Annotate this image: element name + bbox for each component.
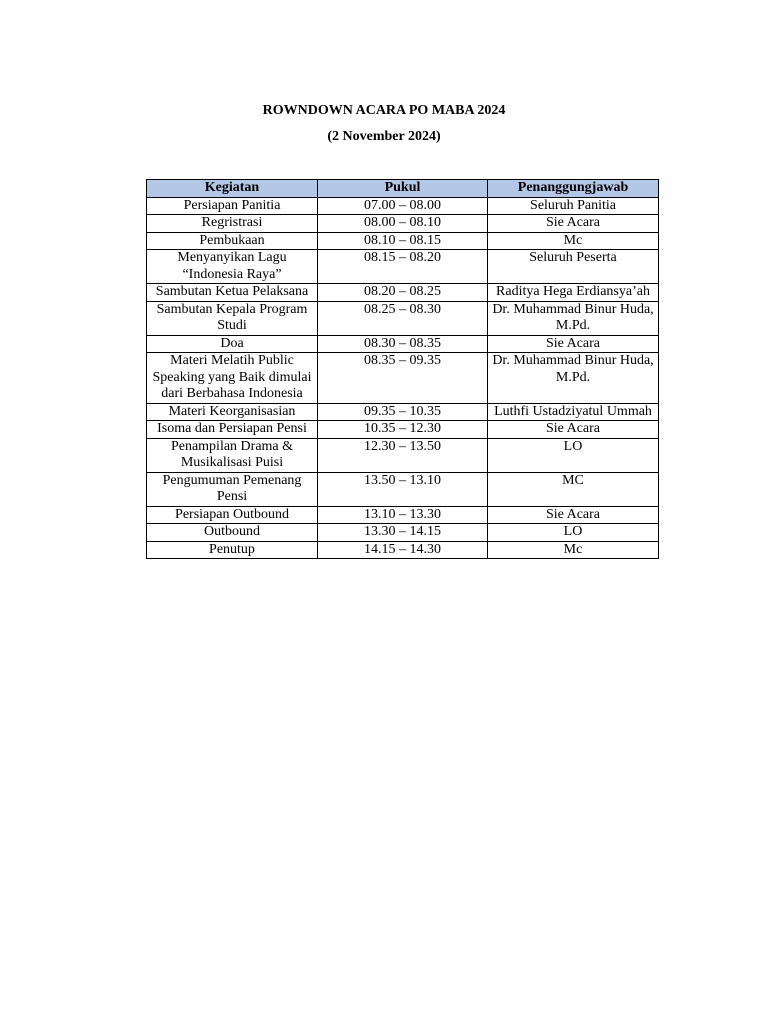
header-pukul: Pukul <box>318 180 488 198</box>
cell-pukul: 09.35 – 10.35 <box>318 403 488 421</box>
table-row <box>147 301 659 335</box>
cell-penanggungjawab: Dr. Muhammad Binur Huda, M.Pd. <box>488 353 659 404</box>
cell-penanggungjawab: Sie Acara <box>488 421 659 439</box>
cell-kegiatan: Pembukaan <box>147 232 318 250</box>
cell-kegiatan: Materi Keorganisasian <box>147 403 318 421</box>
table-row <box>147 284 659 302</box>
cell-kegiatan: Doa <box>147 335 318 353</box>
cell-pukul: 08.10 – 08.15 <box>318 232 488 250</box>
header-penanggungjawab: Penanggungjawab <box>488 180 659 198</box>
cell-pukul: 13.30 – 14.15 <box>318 524 488 542</box>
schedule-table <box>146 179 659 559</box>
cell-penanggungjawab: Sie Acara <box>488 335 659 353</box>
table-row <box>147 335 659 353</box>
cell-pukul: 08.00 – 08.10 <box>318 215 488 233</box>
cell-penanggungjawab: Sie Acara <box>488 215 659 233</box>
table-row <box>147 353 659 404</box>
table-row <box>147 421 659 439</box>
cell-kegiatan: Sambutan Kepala Program Studi <box>147 301 318 335</box>
table-row <box>147 403 659 421</box>
cell-pukul: 08.35 – 09.35 <box>318 353 488 404</box>
cell-kegiatan: Materi Melatih Public Speaking yang Baik dimulai dari Berbahasa Indonesia <box>147 353 318 404</box>
cell-pukul: 08.20 – 08.25 <box>318 284 488 302</box>
table-row <box>147 472 659 506</box>
cell-kegiatan: Sambutan Ketua Pelaksana <box>147 284 318 302</box>
cell-penanggungjawab: Mc <box>488 232 659 250</box>
table-row <box>147 250 659 284</box>
cell-pukul: 13.10 – 13.30 <box>318 506 488 524</box>
cell-pukul: 08.30 – 08.35 <box>318 335 488 353</box>
table-row <box>147 524 659 542</box>
table-row <box>147 215 659 233</box>
table-row <box>147 232 659 250</box>
cell-kegiatan: Menyanyikan Lagu “Indonesia Raya” <box>147 250 318 284</box>
cell-pukul: 14.15 – 14.30 <box>318 541 488 559</box>
schedule-table-body <box>147 197 659 559</box>
cell-kegiatan: Outbound <box>147 524 318 542</box>
table-row <box>147 506 659 524</box>
cell-pukul: 13.50 – 13.10 <box>318 472 488 506</box>
document-title: ROWNDOWN ACARA PO MABA 2024 <box>262 103 506 118</box>
cell-penanggungjawab: Luthfi Ustadziyatul Ummah <box>488 403 659 421</box>
cell-penanggungjawab: LO <box>488 438 659 472</box>
header-kegiatan: Kegiatan <box>147 180 318 198</box>
cell-pukul: 08.15 – 08.20 <box>318 250 488 284</box>
cell-penanggungjawab: LO <box>488 524 659 542</box>
cell-kegiatan: Persiapan Outbound <box>147 506 318 524</box>
cell-penanggungjawab: Seluruh Panitia <box>488 197 659 215</box>
cell-kegiatan: Pengumuman Pemenang Pensi <box>147 472 318 506</box>
cell-penanggungjawab: MC <box>488 472 659 506</box>
cell-kegiatan: Regristrasi <box>147 215 318 233</box>
table-row <box>147 197 659 215</box>
cell-pukul: 10.35 – 12.30 <box>318 421 488 439</box>
cell-penanggungjawab: Dr. Muhammad Binur Huda, M.Pd. <box>488 301 659 335</box>
cell-penanggungjawab: Raditya Hega Erdiansya’ah <box>488 284 659 302</box>
cell-penanggungjawab: Seluruh Peserta <box>488 250 659 284</box>
cell-kegiatan: Penampilan Drama & Musikalisasi Puisi <box>147 438 318 472</box>
document-subtitle: (2 November 2024) <box>327 129 441 144</box>
cell-penanggungjawab: Mc <box>488 541 659 559</box>
cell-kegiatan: Isoma dan Persiapan Pensi <box>147 421 318 439</box>
table-row <box>147 541 659 559</box>
schedule-table-header <box>147 180 659 198</box>
cell-kegiatan: Persiapan Panitia <box>147 197 318 215</box>
cell-pukul: 12.30 – 13.50 <box>318 438 488 472</box>
header-row <box>147 180 659 198</box>
cell-kegiatan: Penutup <box>147 541 318 559</box>
cell-pukul: 07.00 – 08.00 <box>318 197 488 215</box>
cell-pukul: 08.25 – 08.30 <box>318 301 488 335</box>
table-row <box>147 438 659 472</box>
cell-penanggungjawab: Sie Acara <box>488 506 659 524</box>
